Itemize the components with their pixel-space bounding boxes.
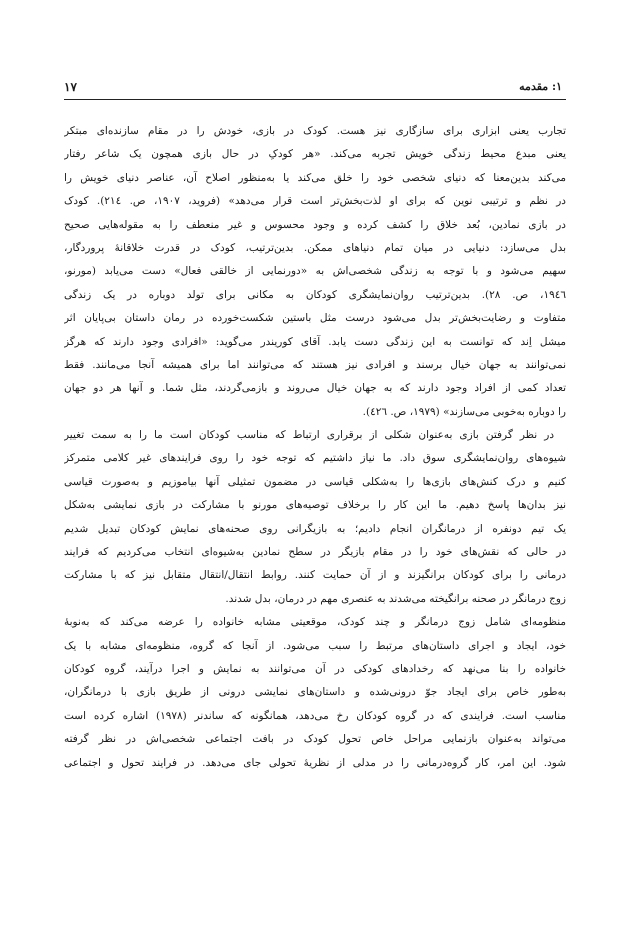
text-line: در نظر گرفتن بازی به‌عنوان شکلی از برقراری ارتباط که مناسب کودکان است ما را به سمت تغییر — [64, 429, 554, 442]
page-number: ۱۷ — [64, 80, 77, 94]
text-line: بدل می‌سازد: دنیایی در میان تمام دنیاهای ممکن. بدین‌ترتیب، کودک در قدرت خلاقانهٔ پروردگار، — [64, 241, 566, 254]
text-line: یعنی مبدع محیط زندگی خویش تجربه می‌کند. «هر کودکِ در حال بازی همچون یک شاعر رفتار — [64, 148, 566, 161]
text-line: به‌طور خاص برای ایجاد جوّ درونی‌شده و داستان‌های نمایشی درونی از طریق بازی با درمانگران، — [64, 686, 566, 699]
text-line: متفاوت و رضایت‌بخش‌تر بدل می‌شود درست مثل باستین شکست‌خورده در رمان داستان بی‌پایان اثر — [64, 312, 566, 325]
text-line: مناسب است. فرایندی که در گروه کودکان رخ می‌دهد، همانگونه که ساندنر (۱۹۷۸) اشاره کرده است — [64, 709, 566, 722]
text-line: درمانی را برای کودکان برانگیزند و از آن حمایت کنند. روابط انتقال/انتقال متقابل نیز که با مشارکت — [64, 569, 566, 582]
running-header — [64, 80, 562, 98]
header-rule — [64, 99, 566, 100]
text-line: می‌تواند به‌عنوان بازنمایی مراحل خاص تحول کودک در بافت اجتماعی شخصی‌اش در نظر گرفته — [64, 733, 566, 746]
text-line: شود. این امر، کار گروه‌درمانی را در مدلی از نظریهٔ تحولی جای می‌دهد. در فرایند تحول و اجتماعی — [64, 756, 566, 769]
text-line: می‌کند بدین‌معنا که دنیای شخصی خود را خلق می‌کند یا به‌منظور اصلاح آن، عناصر دنیای خویش را — [64, 171, 566, 184]
text-line: زوج درمانگر در صحنه برانگیخته می‌شدند به عنصری مهم در درمان، بدل شدند. — [225, 592, 566, 605]
text-line: در حالی که نقش‌های خود را در مقام بازیگر در سطح نمادین به‌شیوه‌ای انتخاب می‌کردیم که فرایند — [64, 546, 566, 559]
text-line: تجارب یعنی ابزاری برای سازگاری نیز هست. کودک در بازی، خودش را در مقام سازنده‌ای مبتکر — [64, 125, 566, 137]
paragraph-3 — [64, 611, 566, 775]
text-line: را دوباره به‌خوبی می‌سازند» (۱۹۷۹، ص. ٤۲٦). — [362, 405, 566, 418]
text-line: کنیم و درک کنش‌های بازی‌ها را به‌شکلی قیاسی در مضمون تمثیلی آنها بیاموزیم و به‌صورت قیاسی — [64, 475, 566, 488]
text-line: میشل اِند که توانست به این زندگی دست یابد. آقای کوریندر می‌گوید: «افرادی وجود دارند که هرگز — [64, 335, 566, 348]
text-line: شیوه‌های روان‌نمایشگری سوق داد. ما نیاز داشتیم که توجه خود را روی فرایندهای غیر کلامی متمرکز — [64, 452, 566, 465]
text-line: در نظم و ترتیبی نوین که برای او لذت‌بخش‌تر است قرار می‌دهد» (فروید، ۱۹۰۷، ص. ۲۱٤). کودک — [64, 195, 566, 208]
text-line: نمی‌توانند به جهان خیال برسند و افرادی نیز هستند که می‌توانند اما برای همیشه آنجا می‌مانند. فقط — [64, 358, 566, 371]
body-text — [64, 120, 566, 775]
text-line: خود، ایجاد و اجرای داستان‌های مرتبط را سبب می‌شود. از آنجا که گروه، منظومه‌ای مشابه با یک — [64, 639, 566, 652]
text-line: سهیم می‌شود و با توجه به زندگی شخصی‌اش به «دورنمایی از خالقی فعال» دست می‌یابد (مورنو، — [64, 265, 566, 278]
text-line: یک تیم دونفره از درمانگران انجام دادیم؛ به بازیگرانی روی صحنه‌های نمایش کودکان تبدیل شدیم — [64, 522, 566, 535]
text-line: تعداد کمی از افراد وجود دارند که به جهان خیال می‌روند و بازمی‌گردند، مثل شما. و آنها هر دو جهان — [64, 382, 566, 395]
text-line: ۱۹٤٦، ص. ۲۸). بدین‌ترتیب روان‌نمایشگری کودکان به مکانی برای تولد دوباره در یک زندگی — [64, 288, 566, 301]
text-line: نیز بدان‌ها پاسخ دهیم. ما این کار را برخلاف توصیه‌های مورنو با مشارکت در بازی نمایشی به‌شکل — [64, 499, 566, 512]
paragraph-2 — [64, 424, 566, 611]
text-line: در بازی نمادین، بُعد خلاق را کشف کرده و وجود محسوس و غیر منعطف را به مقوله‌هایی صحیح — [64, 218, 566, 231]
paragraph-1 — [64, 120, 566, 424]
text-line: خانواده را بنا می‌نهد که رخدادهای کودکی در آن می‌توانند به نمایش و اجرا درآیند، گروه کودکان — [64, 662, 566, 675]
section-title: ۱: مقدمه — [519, 80, 562, 93]
text-line: منظومه‌ای شامل زوج درمانگر و چند کودک، موقعیتی مشابه خانواده را عرضه می‌کند که به‌نوبهٔ — [64, 616, 566, 629]
